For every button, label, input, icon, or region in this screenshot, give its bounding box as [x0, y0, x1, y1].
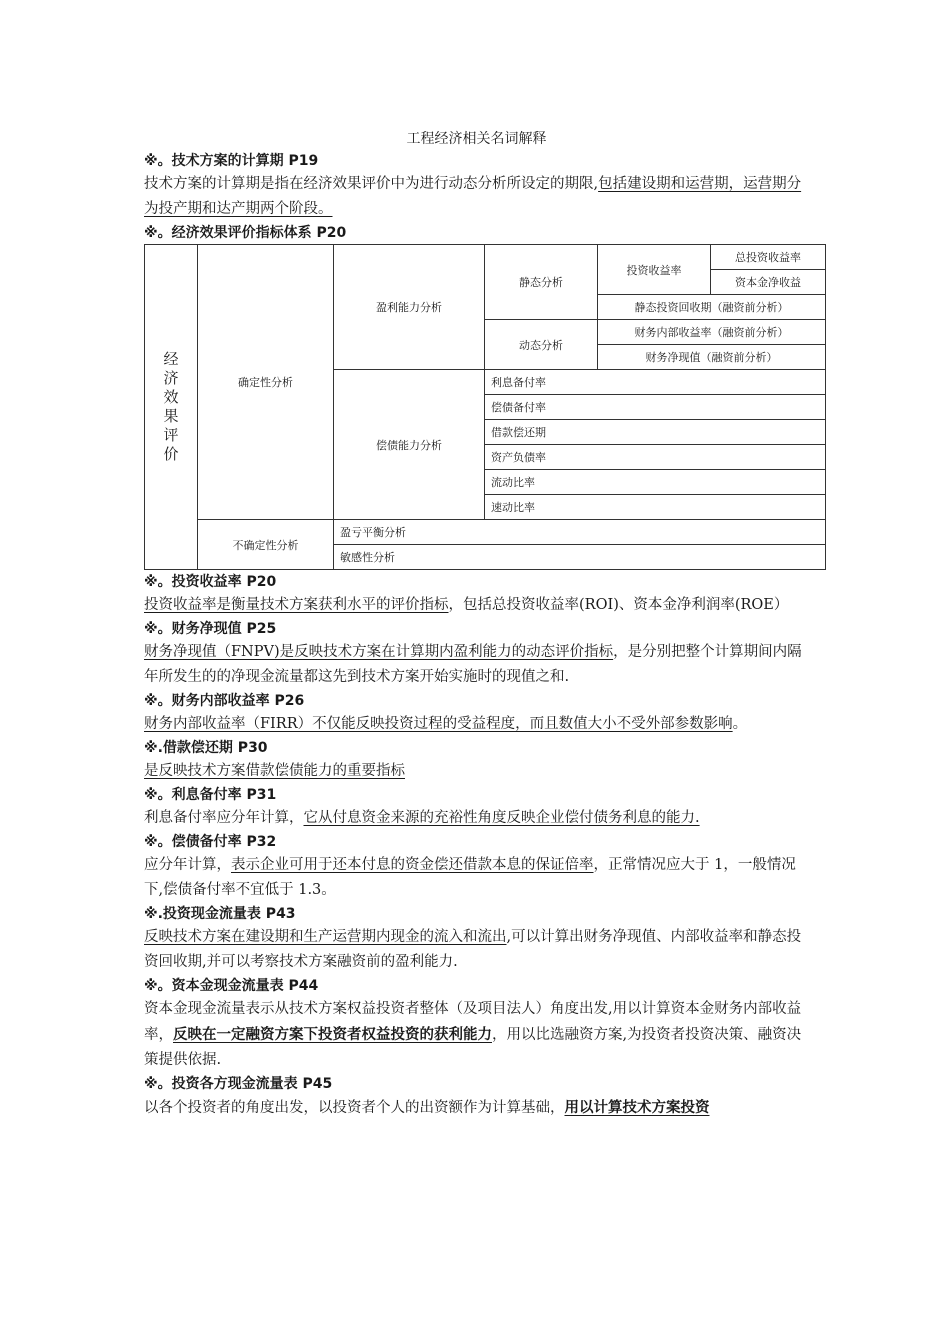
fnpv-cell: 财务净现值（融资前分析） — [598, 345, 826, 370]
table-root-cell: 经 济 效 果 评 价 — [145, 245, 198, 570]
para-payback: 是反映技术方案借款偿债能力的重要指标 — [144, 763, 405, 779]
uncertain-item: 敏感性分析 — [334, 545, 826, 570]
heading-calc-period: ※。技术方案的计算期 P19 — [144, 153, 319, 169]
debt-item: 资产负债率 — [485, 445, 826, 470]
capital-profit-cell: 资本金净收益 — [711, 270, 826, 295]
heading-interest-coverage: ※。利息备付率 P31 — [144, 787, 277, 803]
uncertain-analysis-cell: 不确定性分析 — [198, 520, 334, 570]
static-analysis-cell: 静态分析 — [485, 245, 598, 320]
debt-item: 利息备付率 — [485, 370, 826, 395]
debt-ability-cell: 偿债能力分析 — [334, 370, 485, 520]
debt-item: 流动比率 — [485, 470, 826, 495]
debt-item: 偿债备付率 — [485, 395, 826, 420]
certain-analysis-cell: 确定性分析 — [198, 245, 334, 520]
para-roi: 投资收益率是衡量技术方案获利水平的评价指标，包括总投资收益率(ROI)、资本金净利润率(ROE） — [144, 597, 789, 613]
heading-indicator-system: ※。经济效果评价指标体系 P20 — [144, 225, 347, 241]
heading-capital-cashflow: ※。资本金现金流量表 P44 — [144, 978, 319, 994]
firr-cell: 财务内部收益率（融资前分析） — [598, 320, 826, 345]
para-debt-coverage: 应分年计算，表示企业可用于还本付息的资金偿还借款本息的保证倍率，正常情况应大于 1，一般情况下,偿债备付率不宜低于 1.3。 — [144, 857, 796, 898]
para-investor-cashflow: 以各个投资者的角度出发，以投资者个人的出资额作为计算基础，用以计算技术方案投资 — [144, 1099, 710, 1116]
debt-item: 速动比率 — [485, 495, 826, 520]
para-investment-cashflow: 反映技术方案在建设期和生产运营期内现金的流入和流出,可以计算出财务净现值、内部收益率和静态投资回收期,并可以考察技术方案融资前的盈利能力. — [144, 929, 802, 970]
indicator-table — [144, 244, 826, 570]
heading-investment-cashflow: ※.投资现金流量表 P43 — [144, 906, 296, 922]
static-payback-cell: 静态投资回收期（融资前分析） — [598, 295, 826, 320]
heading-fnpv: ※。财务净现值 P25 — [144, 621, 277, 637]
document-title: 工程经济相关名词解释 — [406, 131, 547, 147]
roi-group-cell: 投资收益率 — [598, 245, 711, 295]
profit-ability-cell: 盈利能力分析 — [334, 245, 485, 370]
para-capital-cashflow: 资本金现金流量表示从技术方案权益投资者整体（及项目法人）角度出发,用以计算资本金财务内部收益率，反映在一定融资方案下投资者权益投资的获利能力，用以比选融资方案,为投资者投资决策、融资决策提供依据. — [144, 1001, 802, 1068]
heading-roi: ※。投资收益率 P20 — [144, 574, 277, 590]
heading-payback: ※.借款偿还期 P30 — [144, 740, 268, 756]
dynamic-analysis-cell: 动态分析 — [485, 320, 598, 370]
heading-investor-cashflow: ※。投资各方现金流量表 P45 — [144, 1076, 333, 1092]
para-interest-coverage: 利息备付率应分年计算，它从付息资金来源的充裕性角度反映企业偿付债务利息的能力. — [144, 810, 700, 826]
heading-debt-coverage: ※。偿债备付率 P32 — [144, 834, 277, 850]
para-calc-period: 技术方案的计算期是指在经济效果评价中为进行动态分析所设定的期限,包括建设期和运营期，运营期分为投产期和达产期两个阶段。 — [144, 176, 802, 217]
debt-item: 借款偿还期 — [485, 420, 826, 445]
para-firr: 财务内部收益率（FIRR）不仅能反映投资过程的受益程度，而且数值大小不受外部参数影响。 — [144, 716, 748, 732]
total-roi-cell: 总投资收益率 — [711, 245, 826, 270]
para-fnpv: 财务净现值（FNPV)是反映技术方案在计算期内盈利能力的动态评价指标，是分别把整个计算期间内隔年所发生的的净现金流量都这先到技术方案开始实施时的现值之和. — [144, 644, 802, 685]
heading-firr: ※。财务内部收益率 P26 — [144, 693, 305, 709]
document-page — [144, 128, 809, 1121]
uncertain-item: 盈亏平衡分析 — [334, 520, 826, 545]
